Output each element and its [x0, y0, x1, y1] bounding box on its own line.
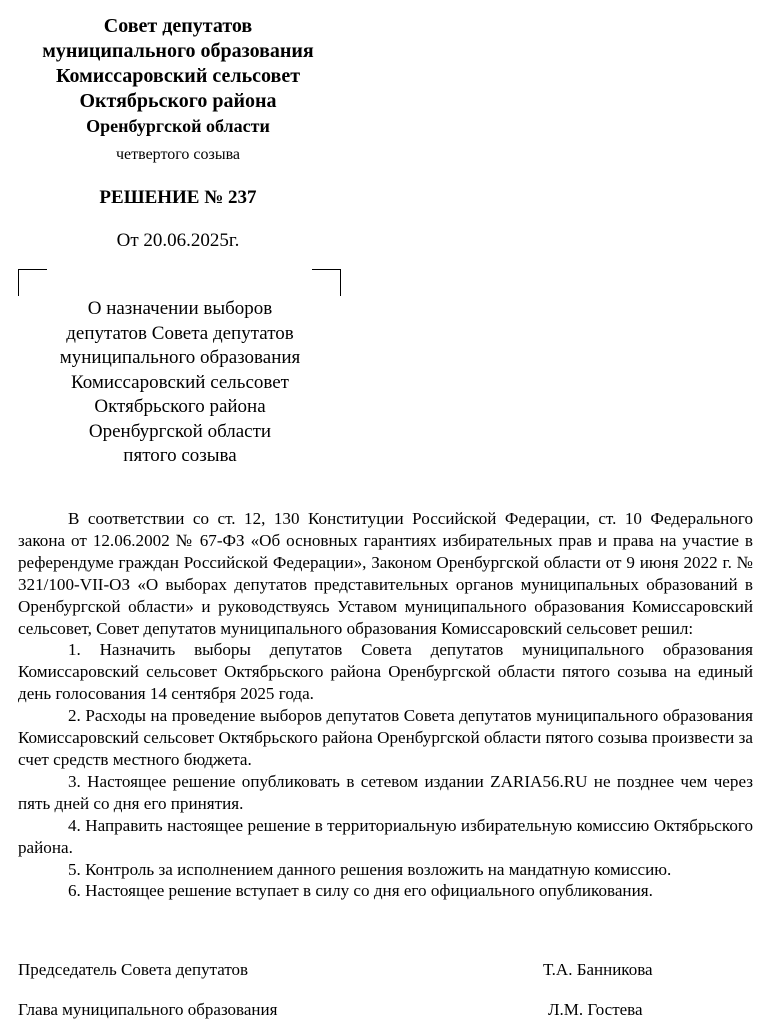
clause-paragraph: 3. Настоящее решение опубликовать в сетевом издании ZARIA56.RU не позднее чем через пять дней со дня его принятия.	[18, 771, 753, 813]
preamble-paragraph: В соответствии со ст. 12, 130 Конституции Российской Федерации, ст. 10 Федерального закона от 12.06.2002 № 67-ФЗ «Об основных гарантиях избирательных прав и права на участие в референдуме граждан Российской Федерации», Законом Оренбургской области от 9 июня 2022 г. № 321/100-VII-ОЗ «О выборах депутатов представительных органов муниципальных образований в Оренбургской области» и руководствуясь Уставом муниципального образования Комиссаровский сельсовет, Совет депутатов муниципального образования Комиссаровский сельсовет решил:	[18, 509, 753, 638]
issuer-header	[18, 14, 338, 139]
clause-paragraph: 2. Расходы на проведение выборов депутатов Совета депутатов муниципального образования Комиссаровский сельсовет Октябрьского района Оренбургской области пятого созыва произвести за счет средств местного бюджета.	[18, 706, 753, 769]
decision-number: РЕШЕНИЕ № 237	[99, 187, 257, 208]
signatory-name: Т.А. Банникова	[543, 960, 653, 979]
signatory-name: Л.М. Гостева	[548, 1000, 643, 1019]
clause-paragraph: 4. Направить настоящее решение в территориальную избирательную комиссию Октябрьского района.	[18, 815, 753, 857]
title-line: Октябрьского района	[94, 396, 266, 417]
title-line: муниципального образования	[59, 347, 301, 368]
signature-head	[18, 1000, 753, 1020]
issuer-line: Октябрьского района	[79, 90, 277, 112]
decision-title	[18, 297, 342, 469]
signature-chairman	[18, 960, 753, 980]
clause-paragraph: 6. Настоящее решение вступает в силу со дня его официального опубликования.	[68, 881, 653, 901]
issuer-line: муниципального образования	[42, 40, 314, 62]
title-line: Оренбургской области	[88, 420, 272, 442]
title-corner-right	[312, 269, 341, 296]
title-line: Комиссаровский сельсовет	[71, 371, 289, 393]
clause-paragraph: 5. Контроль за исполнением данного решения возложить на мандатную комиссию.	[68, 859, 672, 879]
issuer-line: Комиссаровский сельсовет	[55, 65, 301, 87]
signatory-position: Глава муниципального образования	[18, 1000, 278, 1019]
issuer-line: Оренбургской области	[86, 116, 270, 136]
title-line: пятого созыва	[123, 445, 237, 466]
title-line: О назначении выборов	[87, 298, 273, 319]
title-line: депутатов Совета депутатов	[66, 322, 294, 344]
convocation: четвертого созыва	[115, 146, 241, 163]
issuer-line: Совет депутатов	[103, 15, 253, 37]
clause-paragraph: 1. Назначить выборы депутатов Совета депутатов муниципального образования Комиссаровский сельсовет Октябрьского района Оренбургской области пятого созыва на единый день голосования 14 сентября 2025 года.	[18, 640, 753, 704]
signatory-position: Председатель Совета депутатов	[18, 960, 249, 979]
decision-body	[18, 508, 753, 902]
title-corner-left	[18, 269, 47, 296]
decision-date: От 20.06.2025г.	[116, 230, 240, 251]
